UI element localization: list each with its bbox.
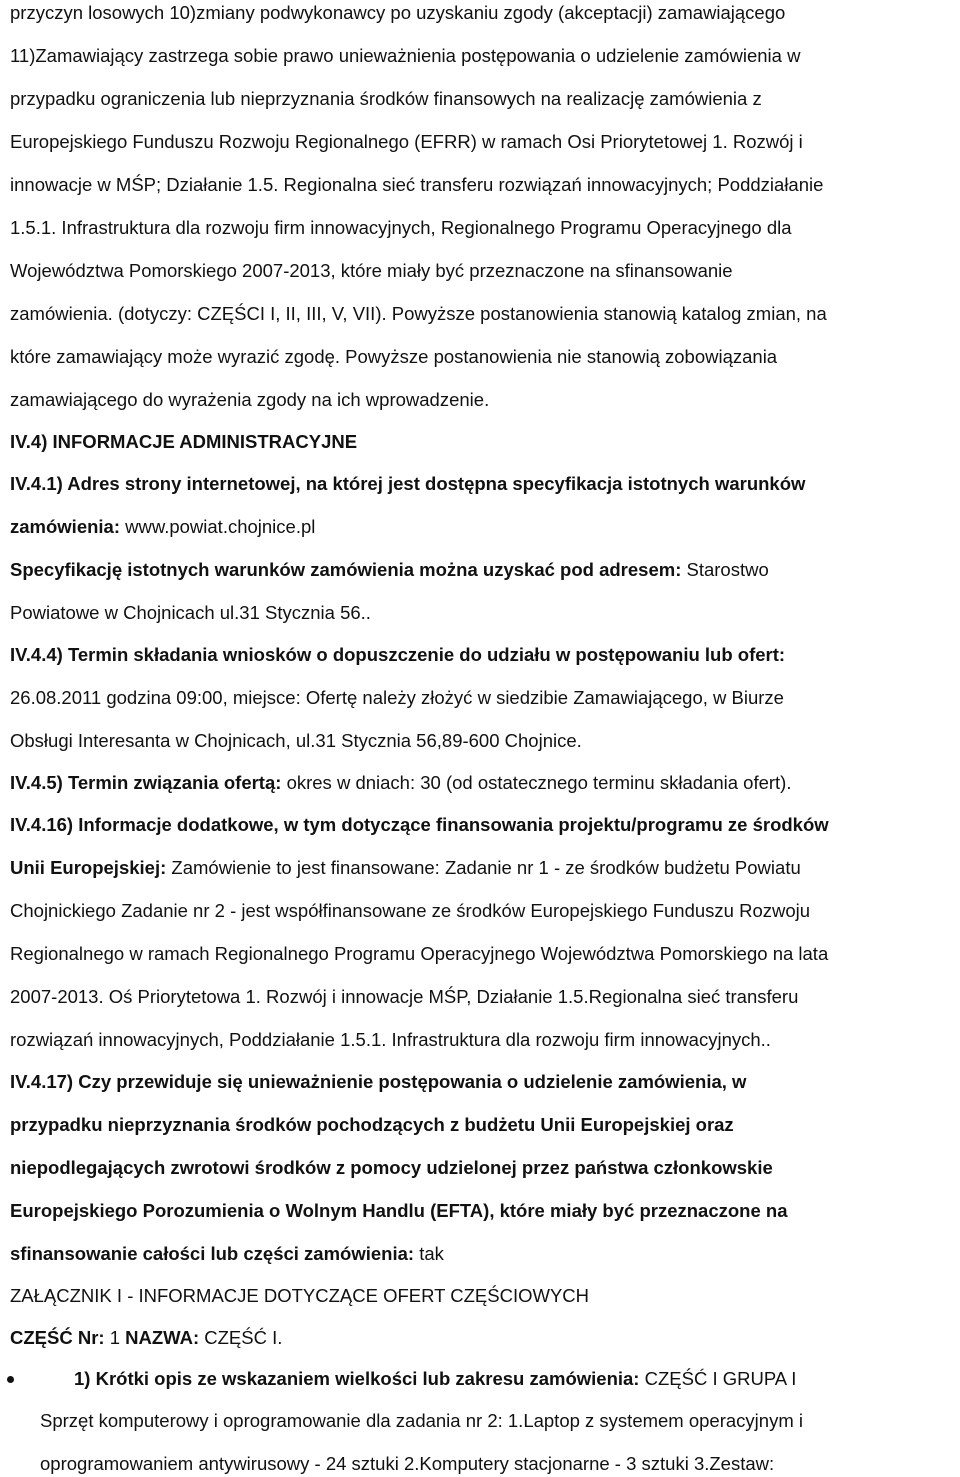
part-header: CZĘŚĆ Nr: 1 NAZWA: CZĘŚĆ I. [10,1327,283,1348]
text-line-16: IV.4.4) Termin składania wniosków o dopuszczenie do udziału w postępowaniu lub ofert: [10,644,786,665]
text-line-23: Regionalnego w ramach Regionalnego Programu Operacyjnego Województwa Pomorskiego na lata [10,943,829,964]
text-line-19: IV.4.5) Termin związania ofertą: okres w dniach: 30 (od ostatecznego terminu składania ofert). [10,772,792,793]
bullet-icon [7,1376,14,1383]
text-line-29: Europejskiego Porozumienia o Wolnym Handlu (EFTA), które miały być przeznaczone na [10,1200,788,1221]
text-line-5: innowacje w MŚP; Działanie 1.5. Regionalna sieć transferu rozwiązań innowacyjnych; Poddziałanie [10,174,824,195]
attachment-title: ZAŁĄCZNIK I - INFORMACJE DOTYCZĄCE OFERT CZĘŚCIOWYCH [10,1285,590,1306]
text-line-8: zamówienia. (dotyczy: CZĘŚCI I, II, III, V, VII). Powyższe postanowienia stanowią katalog zmian, na [10,303,827,324]
text-line-1: przyczyn losowych 10)zmiany podwykonawcy po uzyskaniu zgody (akceptacji) zamawiającego [10,2,786,23]
text-line-9: które zamawiający może wyrazić zgodę. Powyższe postanowienia nie stanowią zobowiązania [10,346,778,367]
text-line-15: Powiatowe w Chojnicach ul.31 Stycznia 56.. [10,602,371,623]
section-heading: IV.4) INFORMACJE ADMINISTRACYJNE [10,431,358,452]
text-line-21: Unii Europejskiej: Zamówienie to jest finansowane: Zadanie nr 1 - ze środków budżetu Powiatu [10,857,801,878]
text-line-28: niepodlegających zwrotowi środków z pomocy udzielonej przez państwa członkowskie [10,1157,773,1178]
text-line-20: IV.4.16) Informacje dodatkowe, w tym dotyczące finansowania projektu/programu ze środków [10,814,829,835]
text-line-27: przypadku nieprzyznania środków pochodzących z budżetu Unii Europejskiej oraz [10,1114,734,1135]
list-item: 1) Krótki opis ze wskazaniem wielkości lub zakresu zamówienia: CZĘŚĆ I GRUPA I [74,1368,797,1389]
text-line-14: Specyfikację istotnych warunków zamówienia można uzyskać pod adresem: Starostwo [10,559,769,580]
text-line-25: rozwiązań innowacyjnych, Poddziałanie 1.5.1. Infrastruktura dla rozwoju firm innowacyjnych.. [10,1029,771,1050]
text-line-3: przypadku ograniczenia lub nieprzyznania środków finansowych na realizację zamówienia z [10,88,762,109]
text-line-35: oprogramowaniem antywirusowy - 24 sztuki 2.Komputery stacjonarne - 3 sztuki 3.Zestaw: [40,1453,775,1474]
text-line-24: 2007-2013. Oś Priorytetowa 1. Rozwój i innowacje MŚP, Działanie 1.5.Regionalna sieć transferu [10,986,799,1007]
text-line-6: 1.5.1. Infrastruktura dla rozwoju firm innowacyjnych, Regionalnego Programu Operacyjnego dla [10,217,792,238]
text-line-30: sfinansowanie całości lub części zamówienia: tak [10,1243,444,1264]
text-line-10: zamawiającego do wyrażenia zgody na ich wprowadzenie. [10,389,490,410]
text-line-22: Chojnickiego Zadanie nr 2 - jest współfinansowane ze środków Europejskiego Funduszu Rozwoju [10,900,811,921]
text-line-13: zamówienia: www.powiat.chojnice.pl [10,516,316,537]
text-line-34: Sprzęt komputerowy i oprogramowanie dla zadania nr 2: 1.Laptop z systemem operacyjnym i [40,1410,803,1431]
text-line-2: 11)Zamawiający zastrzega sobie prawo unieważnienia postępowania o udzielenie zamówienia w [10,45,801,66]
text-line-18: Obsługi Interesanta w Chojnicach, ul.31 Stycznia 56,89-600 Chojnice. [10,730,582,751]
text-line-12: IV.4.1) Adres strony internetowej, na której jest dostępna specyfikacja istotnych warunków [10,473,806,494]
text-line-7: Województwa Pomorskiego 2007-2013, które miały być przeznaczone na sfinansowanie [10,260,733,281]
website-link[interactable]: www.powiat.chojnice.pl [125,516,316,537]
text-line-26: IV.4.17) Czy przewiduje się unieważnienie postępowania o udzielenie zamówienia, w [10,1071,747,1092]
text-line-17: 26.08.2011 godzina 09:00, miejsce: Ofertę należy złożyć w siedzibie Zamawiającego, w Biurze [10,687,784,708]
text-line-4: Europejskiego Funduszu Rozwoju Regionalnego (EFRR) w ramach Osi Priorytetowej 1. Rozwój i [10,131,803,152]
